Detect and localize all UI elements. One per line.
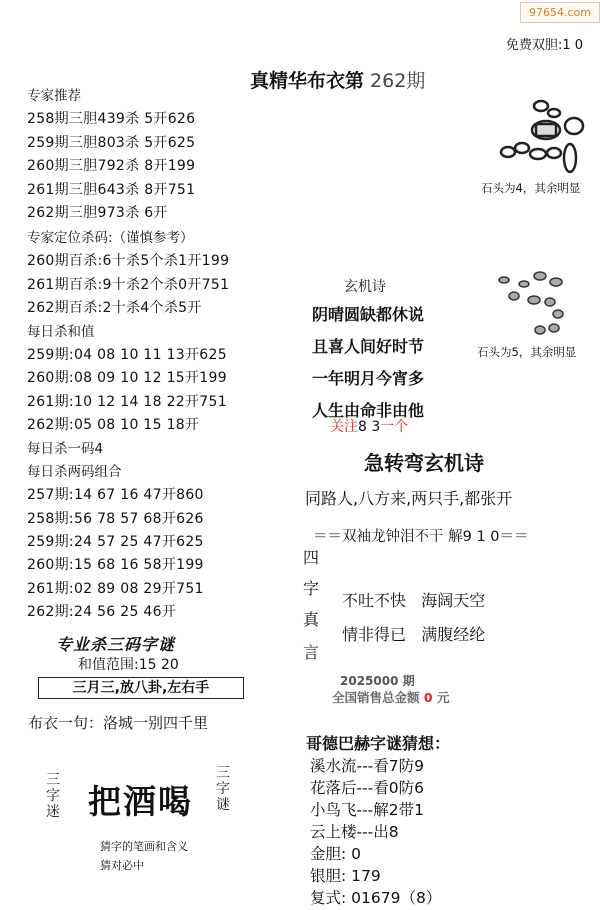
- four-words-char: 字: [303, 579, 320, 598]
- free-double-pick: 免费双胆:1 0: [506, 38, 584, 53]
- list-item: 258期三胆439杀 5开626: [27, 111, 196, 128]
- riddle-hint-2: 猜对必中: [100, 859, 144, 872]
- list-item: 260期:15 68 16 58开199: [27, 557, 204, 574]
- position-kill-heading: 专家定位杀码:（谨慎参考）: [27, 230, 194, 246]
- list-item: 257期:14 67 16 47开860: [27, 487, 204, 504]
- daily-sum-heading: 每日杀和值: [27, 323, 95, 340]
- list-item: 260期:08 09 10 12 15开199: [27, 370, 227, 387]
- poem-line: 阴晴圆缺都休说: [312, 305, 425, 324]
- goldbach-row: 金胆: 0: [310, 845, 362, 863]
- title-text: 真精华布衣第: [250, 70, 365, 92]
- list-item: 262期百杀:2十杀4个杀5开: [27, 300, 202, 317]
- list-item: 262期:24 56 25 46开: [27, 604, 177, 621]
- four-words-char: 真: [303, 610, 320, 629]
- list-item: 262期:05 08 10 15 18开: [27, 417, 200, 434]
- goldbach-row: 溪水流---看7防9: [310, 757, 425, 775]
- goldbach-row: 银胆: 179: [310, 867, 381, 885]
- stone-picture-1: [496, 96, 596, 178]
- four-words-row-1: 不吐不快 海阔天空: [342, 591, 486, 610]
- list-item: 259期:04 08 10 11 13开625: [27, 346, 227, 363]
- sales-total: [332, 688, 449, 706]
- riddle-hint: 猜字的笔画和含义: [100, 840, 188, 853]
- poem-title: 玄机诗: [344, 279, 386, 295]
- list-item: 259期三胆803杀 5开625: [27, 134, 196, 151]
- list-item: 261期三胆643杀 8开751: [27, 181, 196, 198]
- riddle-word: 把酒喝: [88, 782, 193, 821]
- site-watermark: 97654.com: [520, 2, 600, 23]
- sales-amount: 0: [423, 690, 433, 705]
- right-vertical-tag: 三字谜: [216, 765, 230, 813]
- sales-unit: 元: [436, 690, 450, 705]
- jizhuan-line: 同路人,八方来,两只手,都张开: [305, 489, 513, 508]
- kill-three-tag: 专业杀三码字谜: [56, 635, 176, 654]
- goldbach-row: 花落后---看0防6: [310, 779, 425, 797]
- buyi-sentence: 布衣一句：洛城一别四千里: [28, 714, 209, 732]
- jizhuan-answer: ＝＝双袖龙钟泪不干 解9 1 0＝＝: [313, 529, 529, 545]
- four-words-char: 四: [303, 548, 320, 567]
- jizhuan-title: 急转弯玄机诗: [364, 451, 484, 475]
- left-vertical-tag: 三字迷: [46, 772, 60, 820]
- list-item: 259期:24 57 25 47开625: [27, 534, 204, 551]
- position-kill-section: [27, 227, 229, 625]
- four-words-row-2: 情非得已 满腹经纶: [342, 625, 486, 644]
- goldbach-row: 小鸟飞---解2带1: [310, 801, 425, 819]
- riddle-box: 三月三,放八卦,左右手: [38, 677, 244, 699]
- list-item: 261期:10 12 14 18 22开751: [27, 393, 227, 410]
- list-item: 260期百杀:6十杀5个杀1开199: [27, 253, 230, 270]
- sales-label: 全国销售总金额: [332, 690, 420, 705]
- expert-heading: 专家推荐: [27, 88, 81, 104]
- follow-digits: 8 3: [358, 419, 381, 435]
- daily-one-heading: 每日杀一码4: [27, 440, 104, 457]
- poem-line: 且喜人间好时节: [312, 337, 425, 356]
- goldbach-row: 复式: 01679（8）: [310, 889, 442, 907]
- list-item: 261期:02 89 08 29开751: [27, 580, 204, 597]
- list-item: 260期三胆792杀 8开199: [27, 158, 196, 175]
- follow-note: [330, 416, 408, 436]
- stone-caption-2: 石头为5，其余明显: [477, 345, 577, 359]
- list-item: 262期三胆973杀 6开: [27, 204, 168, 221]
- goldbach-row: 云上楼---出8: [310, 823, 399, 841]
- list-item: 261期百杀:9十杀2个杀0开751: [27, 276, 230, 293]
- issue-number: 262期: [370, 70, 426, 92]
- follow-suffix: 一个: [380, 419, 409, 435]
- four-words-char: 言: [303, 643, 320, 662]
- stone-picture-2: [494, 268, 580, 342]
- poem-line: 一年明月今宵多: [312, 369, 425, 388]
- page-title: [250, 66, 425, 93]
- expert-section: [27, 85, 195, 225]
- goldbach-title: 哥德巴赫字谜猜想：: [306, 734, 451, 753]
- follow-label: 关注: [330, 419, 358, 435]
- list-item: 258期:56 78 57 68开626: [27, 510, 204, 527]
- sum-range: 和值范围:15 20: [78, 657, 179, 673]
- daily-two-heading: 每日杀两码组合: [27, 463, 122, 480]
- poem-line: 人生由命非由他: [312, 401, 425, 420]
- sales-issue: 2025000 期: [340, 674, 415, 688]
- stone-caption-1: 石头为4，其余明显: [481, 181, 581, 195]
